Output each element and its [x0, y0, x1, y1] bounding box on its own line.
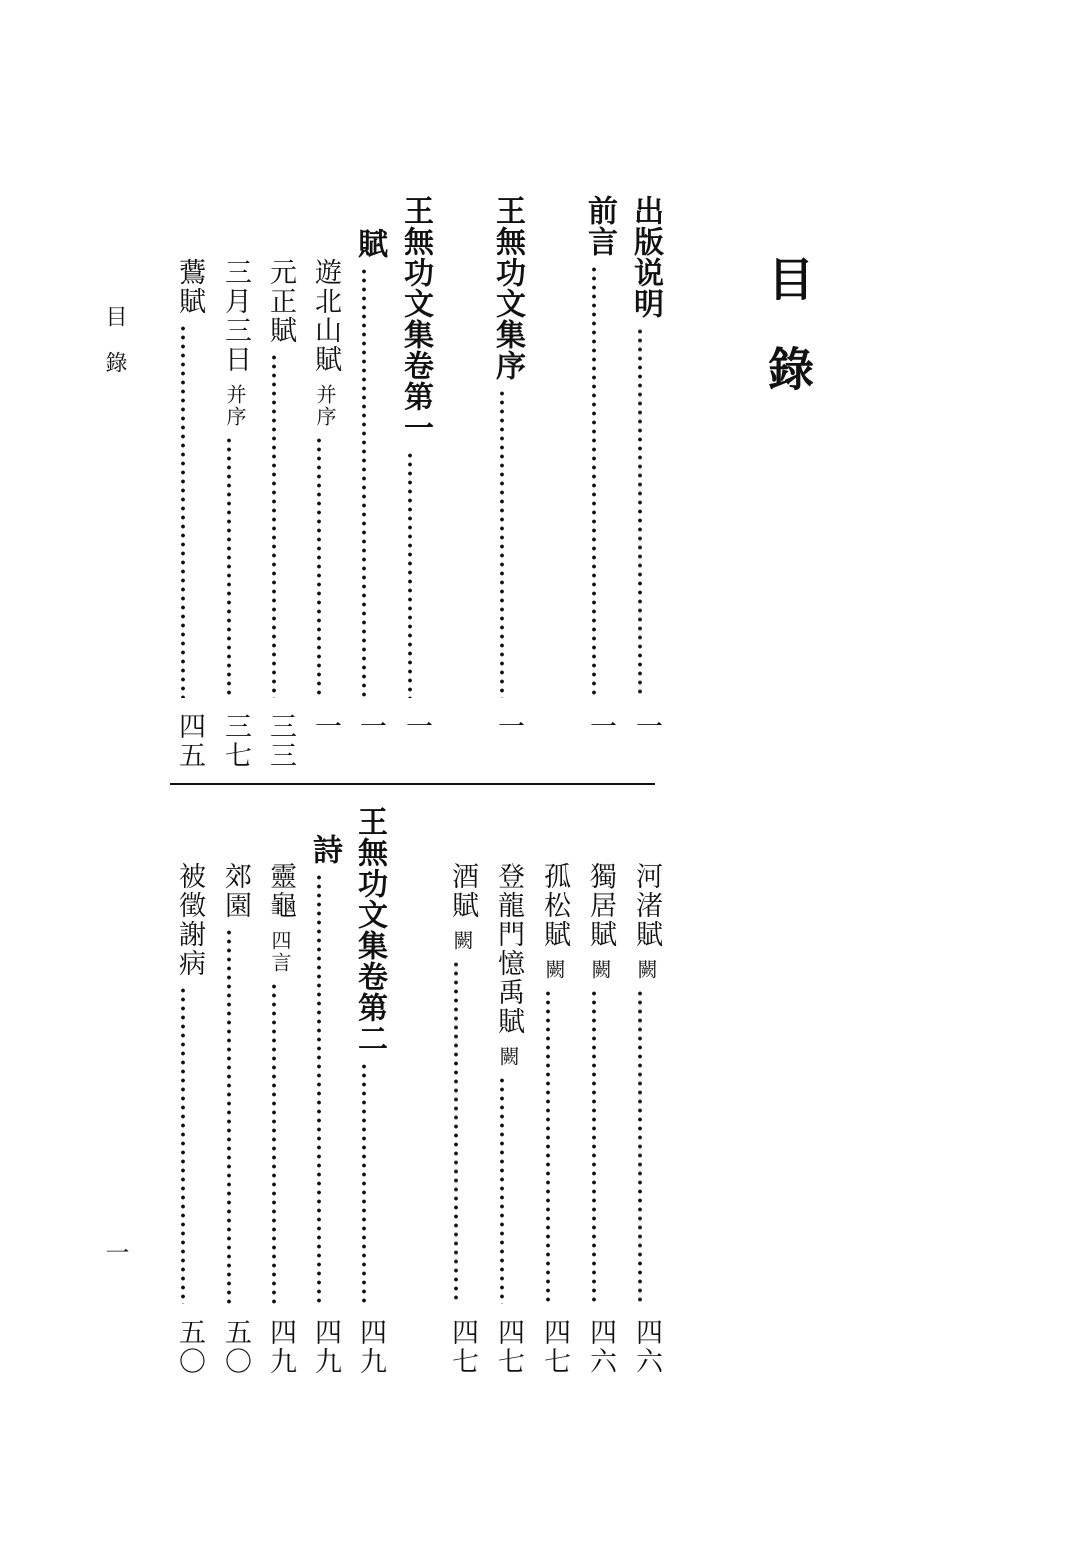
toc-page-number: 一	[401, 712, 432, 741]
toc-entry-label: 酒賦	[447, 862, 478, 920]
toc-entry-label: 元正賦	[265, 258, 296, 345]
dot-leader	[361, 1062, 367, 1304]
toc-entry-note: 四言	[268, 930, 292, 974]
toc-page-number: 一	[310, 712, 341, 741]
toc-entry	[209, 0, 249, 1546]
page-title: 目錄	[761, 255, 815, 435]
toc-page-number: 四七	[447, 1318, 478, 1376]
toc-entry	[390, 0, 433, 1546]
toc-entry-label: 獨居賦	[585, 862, 616, 949]
toc-page-number: 四九	[310, 1318, 341, 1376]
toc-entry	[254, 0, 294, 1546]
toc-entry-note: 闕	[588, 959, 612, 981]
toc-entry-label: 登龍門憶禹賦	[493, 862, 524, 1036]
toc-entry-title	[482, 862, 522, 1068]
dot-leader	[545, 989, 551, 1304]
toc-entry-title	[574, 862, 614, 981]
toc-page-number: 四七	[493, 1318, 524, 1376]
toc-page-number: 三七	[220, 712, 251, 770]
dot-leader	[180, 986, 186, 1304]
toc-entry-label: 出版说明	[628, 195, 663, 319]
toc-page-number: 四五	[174, 712, 205, 770]
dot-leader	[226, 928, 232, 1304]
toc-entry	[163, 0, 203, 1546]
toc-entry-note: 闕	[542, 959, 566, 981]
dot-leader	[316, 873, 322, 1304]
toc-page-number: 一	[631, 712, 662, 741]
toc-entry-title	[344, 806, 387, 1054]
toc-page-number: 四七	[539, 1318, 570, 1376]
toc-entry-label: 靈龜	[265, 862, 296, 920]
dot-leader	[407, 451, 413, 698]
dot-leader	[499, 1076, 505, 1304]
toc-entry-label: 被徵謝病	[174, 862, 205, 978]
toc-page-number: 三三	[265, 712, 296, 770]
toc-entry-title	[528, 862, 568, 981]
toc-entry-note: 并序	[223, 384, 247, 428]
toc-entry-label: 鷰賦	[174, 258, 205, 316]
toc-entry-label: 河渚賦	[631, 862, 662, 949]
toc-entry-note: 闕	[450, 930, 474, 952]
toc-entry-label: 三月三日	[220, 258, 251, 374]
toc-entry-label: 前言	[582, 195, 617, 257]
toc-page-number: 四六	[585, 1318, 616, 1376]
toc-entry	[528, 0, 568, 1546]
toc-entry-title	[390, 195, 433, 443]
toc-entry-label: 賦	[352, 228, 387, 259]
dot-leader	[453, 960, 459, 1304]
dot-leader	[271, 982, 277, 1304]
toc-entry	[482, 0, 522, 1546]
page-number: 一	[101, 1240, 129, 1264]
toc-entry-note: 并序	[313, 384, 337, 428]
toc-entry-title	[436, 862, 476, 952]
toc-entry-label: 遊北山賦	[310, 258, 341, 374]
toc-page-number: 五〇	[174, 1318, 205, 1376]
toc-entry-note: 闕	[634, 959, 658, 981]
toc-page-number: 五〇	[220, 1318, 251, 1376]
toc-entry	[344, 0, 387, 1546]
toc-entry	[574, 0, 614, 1546]
toc-entry-label: 王無功文集序	[490, 195, 525, 381]
toc-entry-label: 王無功文集卷第一	[398, 195, 433, 443]
toc-page-number: 一	[585, 712, 616, 741]
toc-entry-label: 郊園	[220, 862, 251, 920]
toc-entry	[620, 0, 660, 1546]
dot-leader	[591, 989, 597, 1304]
toc-entry	[299, 0, 342, 1546]
toc-entry-title	[254, 862, 294, 974]
toc-entry-title	[163, 862, 203, 978]
toc-entry-label: 詩	[307, 834, 342, 865]
toc-entry	[436, 0, 476, 1546]
toc-entry-title	[620, 862, 660, 981]
toc-entry-title	[299, 834, 342, 865]
toc-page-number: 四九	[265, 1318, 296, 1376]
toc-page-number: 一	[355, 712, 386, 741]
toc-page-number: 一	[493, 712, 524, 741]
running-head: 目錄	[102, 305, 127, 397]
dot-leader	[637, 989, 643, 1304]
toc-entry-label: 王無功文集卷第二	[352, 806, 387, 1054]
toc-page-number: 四九	[355, 1318, 386, 1376]
toc-entry-title	[209, 862, 249, 920]
toc-entry-label: 孤松賦	[539, 862, 570, 949]
toc-entry-note: 闕	[496, 1046, 520, 1068]
toc-page-number: 四六	[631, 1318, 662, 1376]
